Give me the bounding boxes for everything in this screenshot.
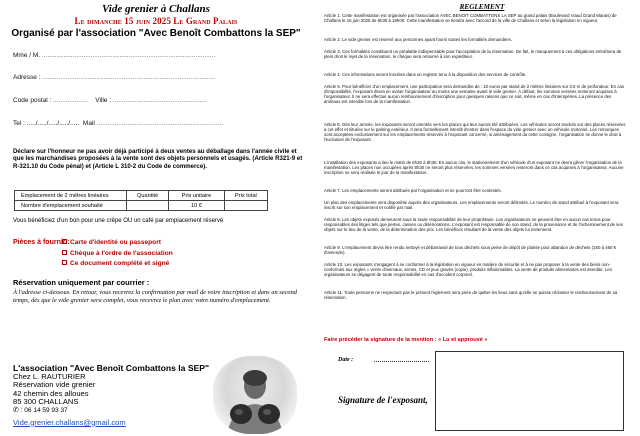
phone-icon: ✆ <box>13 406 19 414</box>
table-header: Prix total <box>224 191 267 201</box>
article: Un plan des emplacements sera disponible auprès des organisateurs. Les emplacements seront délimités. Le numéro de stand attribué à l'exposant sera inscrit sur son emplacement et notifié par mail. <box>324 200 619 211</box>
quantity-cell[interactable] <box>127 201 169 211</box>
pieces-list <box>62 238 173 270</box>
contact-line: 42 chemin des alloues <box>13 388 89 398</box>
phone-mail-field[interactable] <box>13 120 223 127</box>
address-dots: ................................................................................................ <box>42 74 216 81</box>
article: Article 10. Les exposants s'engagent à se conformer à la législation en vigueur en matière de sécurité et à ne pas proposer à la vente des biens non-conformes aux règles « vente d'animaux, armes, CD et jeux gravés (copie), produits inflammables. La vente de produits alimentaires est interdite. Les organisateurs se dégagent de toute responsabilité en cas d'accident corporel. <box>324 262 612 278</box>
table-header: Prix unitaire <box>169 191 225 201</box>
event-date: Le dimanche 15 juin 2025 Le Grand Palais <box>74 16 238 26</box>
postal-dots: ................... <box>53 97 88 104</box>
list-item[interactable]: Ce document complété et signé <box>62 259 173 270</box>
article: Article 9. L'emplacement devra être rendu nettoyé et débarrassé de tous déchets sous peine de dépôt de plainte pour abandon de déchets (150 à 450 € d'amende). <box>324 245 617 256</box>
table-header: Quantité <box>127 191 169 201</box>
beneficiary-note: Vous bénéficiez d'un bon pour une crêpe OU un café par emplacement réservé <box>13 218 224 224</box>
phone-line: ✆ : 06 14 59 93 37 <box>13 406 68 414</box>
association-name: L'association "Avec Benoît Combattons la SEP" <box>13 363 210 373</box>
address-field[interactable] <box>13 74 216 81</box>
article: Article 6. Dès leur arrivée, les exposants seront orientés vers les places qui leur auront été attribuées. Les véhicules seront stockés sur des places réservées à cet effet et situées sur le parking extérieur. Il sera formellement interdit d'entrer dans l'espace du vide grenier avec un véhicule motorisé. Les remorques sont acceptées exclusivement sur les emplacements réservés à l'exposant concerné, si aménagement du cette consigne, l'organisation se donne le droit à l'exclusion de l'exposant. <box>324 122 626 143</box>
date-input-line[interactable] <box>374 361 429 362</box>
article: Article 7. Les emplacements seront attribués par l'organisation et ne pourront être contestés. <box>324 188 502 193</box>
article: L'installation des exposants a lieu le matin de 6h30 à 8h30. En aucun cas, le stationnement d'un véhicule d'un exposant ne devra gêner l'organisation de la manifestation. Les places non occupées après 8h30 ne seront plus réservées, les sommes versées resteront dans ce cas acquises à l'organisateur. Aucune inscription ne sera réalisée le jour de la manifestation. <box>324 160 624 176</box>
reservation-title: Réservation uniquement par courrier : <box>13 278 150 287</box>
reservation-text: À l'adresse ci-dessous. En retour, vous recevrez la confirmation par mail de votre inscription et dans un second temps, dès que le vide grenier sera complet, vous recevrez le plan avec votre numéro d'emplacement. <box>13 289 297 305</box>
email-link[interactable]: Vide.grenier.challans@gmail.com <box>13 417 126 427</box>
article: Article 11. Toute personne ne respectant pas le présent règlement sera priée de quitter les lieux sans qu'elle ne puisse réclamer le remboursement de sa réservation. <box>324 290 618 301</box>
table-row <box>15 201 268 211</box>
contact-line: Chez L. RAUTURIER <box>13 371 86 381</box>
list-item[interactable]: Carte d'identité ou passeport <box>62 238 173 249</box>
rules-panel <box>324 0 640 436</box>
total-cell[interactable] <box>224 201 267 211</box>
city-label: Ville : <box>95 97 112 104</box>
table-header-row <box>15 191 268 201</box>
article: Article 4. Ces informations seront inscrites dans un registre tenu à la disposition des services de contrôle. <box>324 72 527 77</box>
checkbox-icon[interactable] <box>62 260 67 265</box>
article: Article 2. Le vide grenier est réservé aux personnes ayant fourni toutes les formalités demandées. <box>324 37 513 42</box>
event-title: Vide grenier à Challans <box>102 3 210 15</box>
checkbox-icon[interactable] <box>62 250 67 255</box>
phone-label: Tel : ...../...../...../...../..... <box>13 120 80 127</box>
article: Article 1. Cette manifestation est organisée par l'association AVEC BENOIT COMBATTONS LA SEP au grand palais (Boulevard Viaud Grand Marais) de Challans le 15 juin 2025 de 6h30 à 18h00. Cette manifestation se tiendra avec l'accord de la ville de Challans et selon la législation en vigueur. <box>324 13 617 24</box>
signature-box[interactable] <box>435 351 624 431</box>
name-dots: ................................................................................................ <box>41 52 216 59</box>
postal-label: Code postal : <box>13 97 52 104</box>
list-item[interactable]: Chèque à l'ordre de l'association <box>62 249 173 260</box>
mail-label: Mail <box>82 120 95 127</box>
contact-block <box>13 364 209 427</box>
boxer-photo <box>213 356 297 434</box>
table-header: Emplacement de 2 mètres linéaires <box>15 191 127 201</box>
article: Article 5. Pour bénéficier d'un emplacement, une participation sera demandée de : 10 euros par stand de 2 mètres linéaires sur 3.5 m de profondeur. En cas d'impossibilité, l'exposant devra en aviser l'organisateur au moins une semaine avant le vide grenier. À défaut, les sommes versées resteront acquises à l'organisateur. Il ne sera effectué aucun remboursement d'inscription pour quelques raisons que ce soit, même en cas d'intempéries. La présence des animaux est interdite lors de la manifestation. <box>324 84 624 105</box>
city-dots: .................................................... <box>112 97 207 104</box>
table-cell: Nombre d'emplacement souhaité <box>15 201 127 211</box>
signature-label: Signature de l'exposant, <box>338 395 428 405</box>
mail-dots: ...................................................................... <box>96 120 224 127</box>
signature-mention: Faire précéder la signature de la mention : « Lu et approuvé » <box>324 337 488 343</box>
organizer-line: Organisé par l'association "Avec Benoît Combattons la SEP" <box>11 28 301 39</box>
article: Article 8. Les objets exposés demeurent sous la seule responsabilité de leur propriétaire. Les organisateurs ne peuvent être en aucun cas tenus pour responsables des litiges tels que pertes, casses ou détériorations. L'exposant est responsable de son stand, de la provenance et de l'acheminement de ses objets sur le lieu de la vente, de la détermination des prix. Les bénéfices résultant de la vente des objets lui reviennent. <box>324 217 623 233</box>
registration-form <box>0 0 312 436</box>
date-label: Date : <box>338 357 354 363</box>
checkbox-icon[interactable] <box>62 239 67 244</box>
rules-title: REGLEMENT <box>459 3 505 11</box>
table-cell: 10 € <box>169 201 225 211</box>
postal-city-field[interactable] <box>13 97 207 104</box>
name-field[interactable] <box>13 52 215 59</box>
price-table <box>14 190 268 211</box>
contact-line: Réservation vide grenier <box>13 380 96 390</box>
pieces-label: Pièces à fournir : <box>13 239 70 246</box>
contact-line: 85 300 CHALLANS <box>13 397 79 407</box>
article: Article 3. Ces formalités constituent un préalable indispensable pour l'acceptation de la réservation. De fait, le manquement à ces obligations entraînera de plein droit le rejet de la réservation, le chèque sera retourné à son expéditeur. <box>324 49 622 60</box>
name-label: Mme / M. <box>13 52 41 59</box>
address-label: Adresse : <box>13 74 41 81</box>
declaration: Déclare sur l'honneur ne pas avoir déjà participé à deux ventes au déballage dans l'année civile et que les marchandises proposées à la vente sont des objets personnels et usagés. (Article R321-9 et R-321.10 du Code pénal) et (Article L 310-2 du Code de commerce). <box>13 148 303 170</box>
boxer-illustration <box>213 356 297 434</box>
